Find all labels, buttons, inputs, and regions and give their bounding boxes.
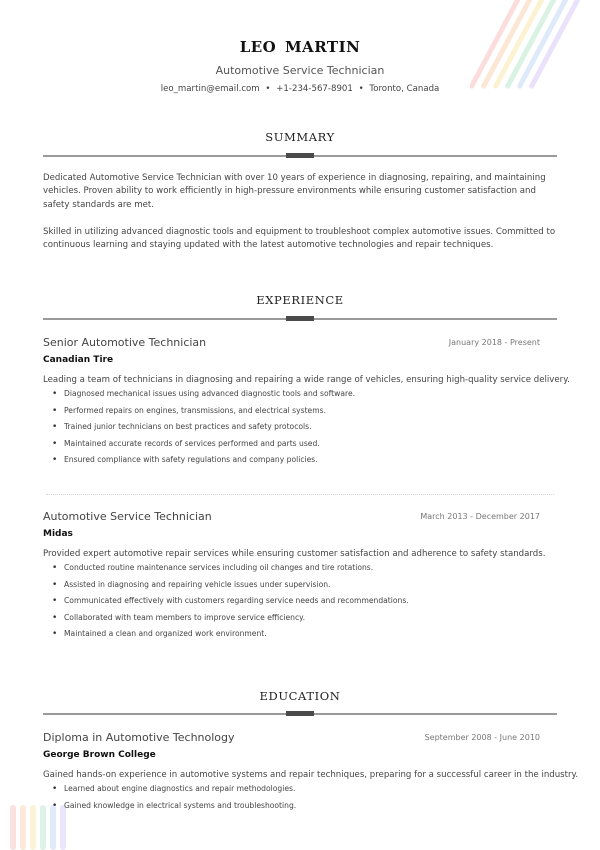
job-company: Canadian Tire	[43, 355, 114, 365]
summary-paragraph: Skilled in utilizing advanced diagnostic tools and equipment to troubleshoot complex automotive issues. Committed to continuous learning and staying updated with the latest automotive technologies and repair techniques.	[43, 227, 556, 251]
list-item: • Gained knowledge in electrical systems and troubleshooting.	[52, 800, 552, 817]
divider-knob	[286, 153, 314, 158]
summary-paragraph: Dedicated Automotive Service Technician with over 10 years of experience in diagnosing, repairing, and maintaining vehicles. Proven ability to work efficiently in high-pressure environments while ensuring customer satisfaction and safety standards are met.	[43, 173, 546, 210]
candidate-name: LEO MARTIN	[239, 38, 361, 56]
separator-dot: •	[358, 84, 364, 94]
list-item: • Learned about engine diagnostics and repair methodologies.	[52, 783, 552, 800]
job-company: Midas	[43, 529, 73, 539]
education-description: Gained hands-on experience in automotive systems and repair techniques, preparing for a successful career in the industry.	[43, 770, 579, 780]
section-title-education: EDUCATION	[259, 689, 341, 703]
job-title: Automotive Service Technician	[43, 510, 212, 523]
section-divider	[43, 155, 557, 157]
education-dates: September 2008 - June 2010	[424, 733, 540, 742]
candidate-role: Automotive Service Technician	[215, 64, 385, 77]
list-item: • Ensured compliance with safety regulations and company policies.	[52, 454, 552, 471]
job-dates: March 2013 - December 2017	[420, 512, 540, 521]
job-bullet-list	[52, 562, 552, 645]
job-description: Provided expert automotive repair services while ensuring customer satisfaction and adherence to safety standards.	[43, 549, 546, 559]
job-bullet-list	[52, 388, 552, 471]
education-school: George Brown College	[43, 750, 156, 760]
contact-line	[0, 84, 600, 94]
job-description: Leading a team of technicians in diagnosing and repairing a wide range of vehicles, ensuring high-quality service delivery.	[43, 375, 570, 385]
list-item: • Diagnosed mechanical issues using advanced diagnostic tools and software.	[52, 388, 552, 405]
separator-dot: •	[265, 84, 271, 94]
contact-phone[interactable]: +1-234-567-8901	[276, 84, 353, 94]
list-item: • Performed repairs on engines, transmissions, and electrical systems.	[52, 405, 552, 422]
section-title-summary: SUMMARY	[265, 130, 335, 144]
list-item: • Trained junior technicians on best practices and safety protocols.	[52, 421, 552, 438]
job-dates: January 2018 - Present	[448, 338, 540, 347]
contact-location: Toronto, Canada	[369, 84, 440, 94]
job-title: Senior Automotive Technician	[43, 336, 207, 349]
list-item: • Collaborated with team members to improve service efficiency.	[52, 612, 552, 629]
list-item: • Conducted routine maintenance services including oil changes and tire rotations.	[52, 562, 552, 579]
divider-knob	[286, 711, 314, 716]
divider-knob	[286, 316, 314, 321]
education-degree: Diploma in Automotive Technology	[43, 731, 235, 744]
contact-email[interactable]: leo_martin@email.com	[160, 84, 260, 94]
section-divider	[43, 713, 557, 715]
job-separator	[46, 494, 554, 495]
list-item: • Assisted in diagnosing and repairing vehicle issues under supervision.	[52, 579, 552, 596]
list-item: • Communicated effectively with customers regarding service needs and recommendations.	[52, 595, 552, 612]
education-bullet-list	[52, 783, 552, 816]
section-divider	[43, 318, 557, 320]
list-item: • Maintained accurate records of services performed and parts used.	[52, 438, 552, 455]
list-item: • Maintained a clean and organized work environment.	[52, 628, 552, 645]
section-title-experience: EXPERIENCE	[256, 293, 344, 307]
